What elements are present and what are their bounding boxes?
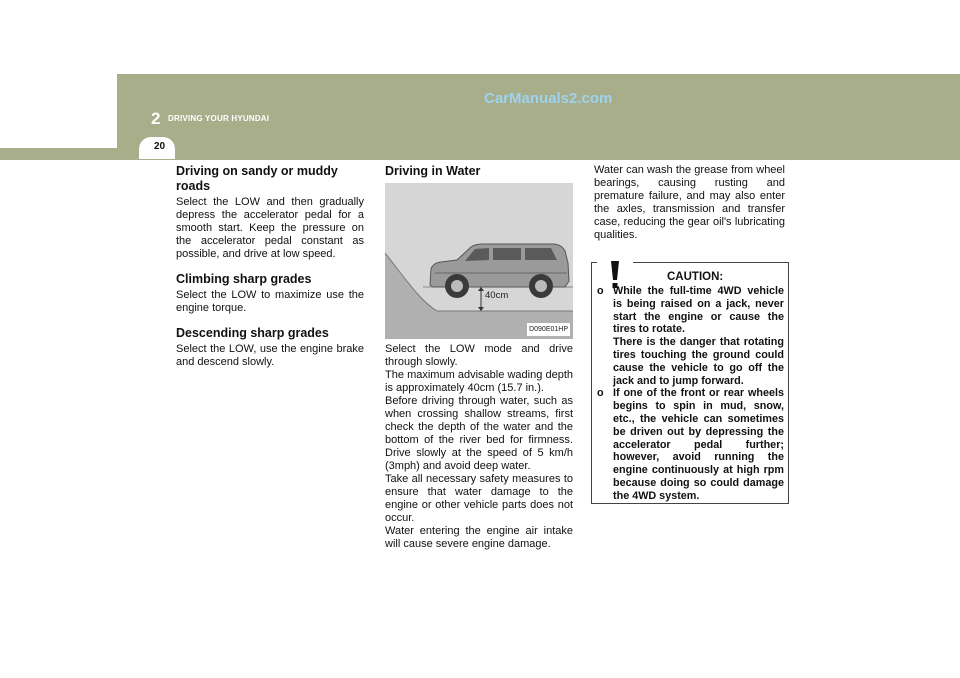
wading-depth-illustration (385, 183, 573, 339)
bullet-marker: o (597, 285, 604, 297)
bullet-marker: o (597, 387, 604, 400)
column-2 (385, 164, 573, 551)
page-number: 20 (154, 141, 166, 152)
caution-list (596, 285, 784, 503)
water-paragraph-1: Select the LOW mode and drive through slowly. (385, 343, 573, 368)
chapter-number: 2 (151, 109, 161, 128)
header-band (117, 74, 960, 148)
depth-label: 40cm (485, 290, 509, 301)
section-title-water: Driving in Water (385, 164, 481, 178)
caution-item-text: There is the danger that rotating tires touching the ground could cause the vehicle to go off the jack and to jump forward. (613, 336, 784, 387)
section-title-climbing: Climbing sharp grades (176, 272, 312, 286)
section-text-descending: Select the LOW, use the engine brake and descend slowly. (176, 343, 364, 368)
caution-item-text: If one of the front or rear wheels begins to spin in mud, snow, etc., the vehicle can sometimes be driven out by depressing the accelerator pedal further; however, avoid running the engine continuously at high rpm because doing so could damage the 4WD system. (613, 387, 784, 502)
caution-item-text: While the full-time 4WD vehicle is being raised on a jack, never start the engine or cause the tires to rotate. (613, 285, 784, 336)
caution-title: CAUTION: (667, 271, 724, 283)
watermark-text: CarManuals2.com (484, 90, 613, 107)
section-text-climbing: Select the LOW to maximize use the engine torque. (176, 289, 364, 314)
water-paragraph-4: Take all necessary safety measures to ensure that water damage to the engine or other vehicle parts does not occur. (385, 473, 573, 524)
section-title-descending: Descending sharp grades (176, 326, 329, 340)
caution-item-continuation (596, 336, 784, 387)
water-paragraph-2: The maximum advisable wading depth is approximately 40cm (15.7 in.). (385, 369, 573, 394)
section-title-sandy-roads: Driving on sandy or muddy roads (176, 164, 338, 193)
section-text-sandy-roads: Select the LOW and then gradually depress the accelerator pedal for a smooth start. Keep the pressure on the accelerator pedal constant as possible, and drive at low speed. (176, 196, 364, 260)
water-paragraph-3: Before driving through water, such as when crossing shallow streams, first check the depth of the water and the bottom of the river bed for firmness. Drive slowly at the speed of 5 km/h (3mph) and avoid deep water. (385, 395, 573, 472)
column-1 (176, 164, 364, 369)
column-3 (594, 164, 785, 242)
grease-warning-text: Water can wash the grease from wheel bearings, causing rusting and premature failure, and may also enter the axles, transmission and transfer case, reducing the gear oil's lubricating qualities. (594, 164, 785, 241)
caution-item (596, 387, 784, 502)
caution-item (596, 285, 784, 336)
water-paragraph-5: Water entering the engine air intake will cause severe engine damage. (385, 525, 573, 550)
suv-in-water-drawing (385, 183, 573, 339)
caution-box (591, 262, 789, 504)
figure-code: D090E01HP (527, 323, 570, 336)
chapter-title: DRIVING YOUR HYUNDAI (168, 114, 270, 123)
